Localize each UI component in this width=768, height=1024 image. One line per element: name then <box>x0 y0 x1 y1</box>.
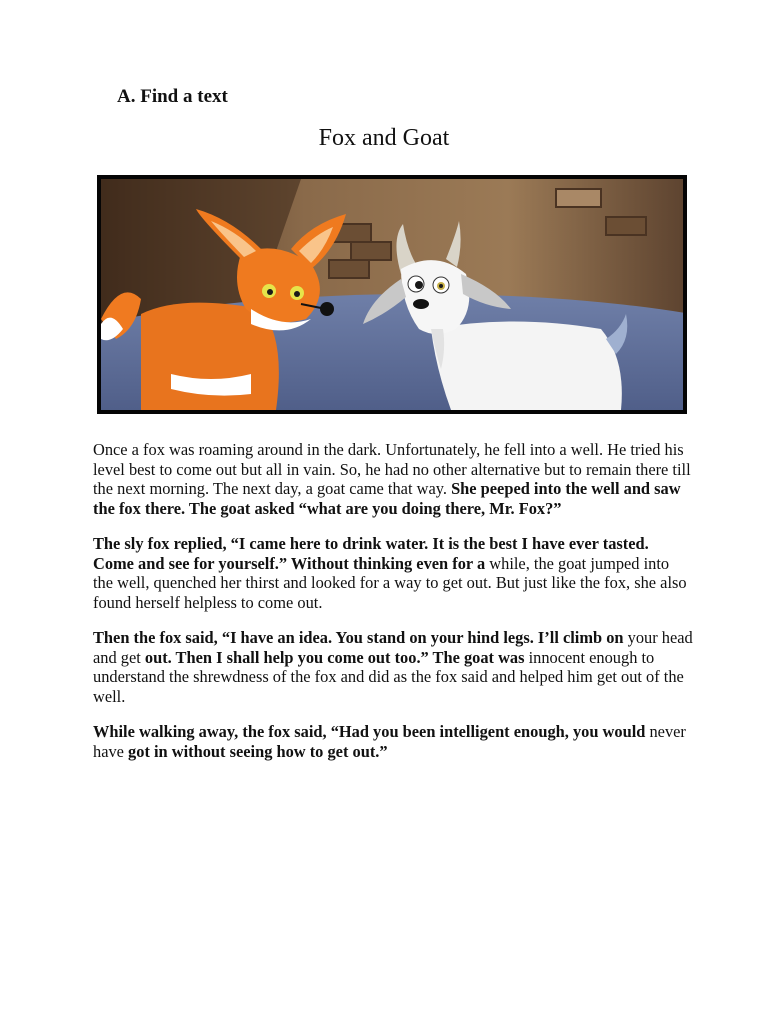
paragraph-3-run-1: Then the fox said, “I have an idea. You stand on your hind legs. I’ll climb on <box>93 628 628 647</box>
paragraph-2-run-2: while, the goat jumped into the well, quenched her thirst and looked for a way to get out. But just like the fox, she also found herself helpless to come out. <box>93 553 687 612</box>
paragraph-2 <box>93 534 693 612</box>
story-illustration <box>97 175 687 414</box>
section-heading: A. Find a text <box>117 86 228 107</box>
paragraph-4-run-3: got in without seeing how to get out.” <box>128 741 388 761</box>
paragraph-3-run-4: innocent enough to understand the shrewdness of the fox and did as the fox said and helped him get out of the well. <box>93 647 684 706</box>
paragraph-3-run-3: out. Then I shall help you come out too.” The goat was <box>144 647 529 667</box>
story-text <box>93 440 693 777</box>
paragraph-1 <box>93 440 693 518</box>
paragraph-3-run-2: your head and get <box>93 628 693 667</box>
paragraph-4-run-1: While walking away, the fox said, “Had you been intelligent enough, you would <box>93 722 650 741</box>
paragraph-2-run-1: The sly fox replied, “I came here to drink water. It is the best I have ever tasted. Come and see for yourself.” Without thinking even for a <box>93 534 649 573</box>
paragraph-4 <box>93 722 693 761</box>
paragraph-1-run-1: Once a fox was roaming around in the dark. Unfortunately, he fell into a well. He tried his level best to come out but all in vain. So, he had no other alternative but to remain there till the next morning. The next day, a goat came that way. <box>93 440 691 498</box>
paragraph-4-run-2: never have <box>93 722 686 761</box>
story-title: Fox and Goat <box>318 125 450 151</box>
paragraph-1-run-2: She peeped into the well and saw the fox there. The goat asked “what are you doing there, Mr. Fox?” <box>93 479 681 518</box>
paragraph-3 <box>93 628 693 706</box>
